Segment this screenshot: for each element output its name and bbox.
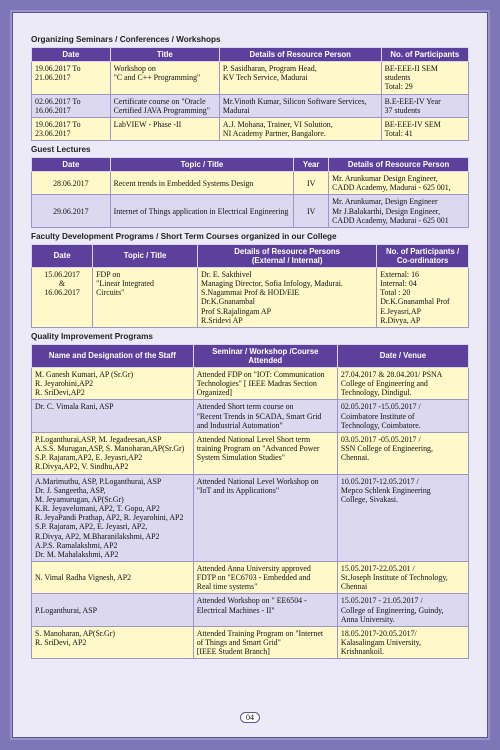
quality-venue: 18.05.2017-20.05.2017/ Kalasalingam University, Krishnankoil. bbox=[337, 626, 468, 658]
quality-staff: Dr. C. Vimala Rani, ASP bbox=[32, 400, 194, 432]
quality-seminar: Attended Anna University approved FDTP on "EC6703 - Embedded and Real time systems" bbox=[193, 561, 337, 593]
guest-topic: Internet of Things application in Electrical Engineering bbox=[110, 195, 294, 227]
fdp-section-title: Faculty Development Programs / Short Term Courses organized in our College bbox=[31, 231, 337, 241]
quality-staff: M. Ganesh Kumari, AP (Sr.Gr) R. Jeyarohini,AP2 R. SriDevi,AP2 bbox=[32, 368, 194, 400]
table-row bbox=[32, 195, 469, 227]
quality-header-venue: Date / Venue bbox=[337, 344, 468, 367]
seminar-participants: BE-EEE-II SEM students Total: 29 bbox=[381, 62, 468, 94]
guest-header-date: Date bbox=[32, 158, 111, 172]
table-row bbox=[32, 432, 469, 474]
quality-section-title: Quality Improvement Programs bbox=[31, 331, 153, 341]
quality-venue: 15.05.2017 - 21.05.2017 / College of Engineering, Guindy, Anna University. bbox=[337, 594, 468, 626]
quality-seminar: Attended National Level Workshop on "IoT and its Applications" bbox=[193, 474, 337, 561]
fdp-date: 15.06.2017 & 16.06.2017 bbox=[32, 268, 93, 328]
table-row bbox=[32, 268, 469, 328]
quality-table bbox=[31, 344, 469, 659]
quality-venue: 02.05.2017 -15.05.2017 / Coimbatore Institute of Technology, Coimbatore. bbox=[337, 400, 468, 432]
fdp-participants: External: 16 Internal: 04 Total : 20 Dr.K.Gnanambal Prof E.Jeyasri,AP R.Divya, AP bbox=[377, 268, 469, 328]
quality-seminar: Attended Workshop on " EE6504 - Electrical Machines - II" bbox=[193, 594, 337, 626]
guest-date: 28.06.2017 bbox=[32, 172, 111, 195]
seminars-header-title: Title bbox=[110, 48, 219, 62]
seminar-date: 19.06.2017 To 23.06.2017 bbox=[32, 117, 111, 140]
seminar-participants: BE-EEE-IV SEM Total: 41 bbox=[381, 117, 468, 140]
table-row bbox=[32, 172, 469, 195]
guest-resource: Mr. Arunkumar Design Engineer, CADD Academy, Madurai - 625 001, bbox=[329, 172, 469, 195]
guest-table bbox=[31, 157, 469, 228]
guest-year: IV bbox=[294, 195, 329, 227]
guest-topic: Recent trends in Embedded Systems Design bbox=[110, 172, 294, 195]
fdp-resource: Dr. E. Sakthivel Managing Director, Sofia Infology, Madurai. S.Nagammai Prof & HOD/EIE Dr.K.Gnanambal Prof S.Rajalingam AP R.Sridevi AP bbox=[198, 268, 377, 328]
fdp-header-topic: Topic / Title bbox=[93, 244, 198, 267]
seminar-date: 02.06.2017 To 16.06.2017 bbox=[32, 94, 111, 117]
table-row bbox=[32, 94, 469, 117]
guest-header-topic: Topic / Title bbox=[110, 158, 294, 172]
quality-seminar: Attended Training Program on "Internet of Things and Smart Grid" [IEEE Student Branch] bbox=[193, 626, 337, 658]
guest-year: IV bbox=[294, 172, 329, 195]
quality-staff: N. Vimal Radha Vignesh, AP2 bbox=[32, 561, 194, 593]
seminar-resource: P. Sasidharan, Program Head, KV Tech Service, Madurai bbox=[219, 62, 381, 94]
quality-seminar: Attended Short term course on "Recent Trends in SCADA, Smart Grid and Industrial Automation" bbox=[193, 400, 337, 432]
seminar-title: LabVIEW - Phase -II bbox=[110, 117, 219, 140]
seminars-header-resource: Details of Resource Person bbox=[219, 48, 381, 62]
quality-venue: 03.05.2017 -05.05.2017 / SSN College of Engineering, Chennai. bbox=[337, 432, 468, 474]
quality-venue: 15.05.2017-22.05.201 / St.Joseph Institute of Technology, Chennai bbox=[337, 561, 468, 593]
quality-header-seminar: Seminar / Workshop /Course Attended bbox=[193, 344, 337, 367]
seminar-title: Certificate course on "Oracle Certified JAVA Programming" bbox=[110, 94, 219, 117]
fdp-header-date: Date bbox=[32, 244, 93, 267]
quality-staff: S. Manoharan, AP(Sr.Gr) R. SriDevi, AP2 bbox=[32, 626, 194, 658]
fdp-header-resource: Details of Resource Persons (External / Internal) bbox=[198, 244, 377, 267]
table-row bbox=[32, 400, 469, 432]
seminar-resource: Mr.Vinoth Kumar, Silicon Software Services, Madurai bbox=[219, 94, 381, 117]
page-number-label: 04 bbox=[240, 712, 260, 723]
quality-venue: 27.04.2017 & 28.04.201/ PSNA College of Engineering and Technology, Dindigul. bbox=[337, 368, 468, 400]
table-row bbox=[32, 474, 469, 561]
table-row bbox=[32, 594, 469, 626]
newsletter-page bbox=[12, 12, 488, 738]
quality-venue: 10.05.2017-12.05.2017 / Mepco Schlenk Engineering College, Sivakasi. bbox=[337, 474, 468, 561]
quality-seminar: Attended National Level Short term training Program on "Advanced Power System Simulation Studies" bbox=[193, 432, 337, 474]
seminars-header-date: Date bbox=[32, 48, 111, 62]
fdp-table bbox=[31, 244, 469, 328]
table-row bbox=[32, 626, 469, 658]
quality-staff: P.Loganthurai, ASP bbox=[32, 594, 194, 626]
seminars-section-title: Organizing Seminars / Conferences / Workshops bbox=[31, 35, 221, 44]
seminars-table bbox=[31, 47, 469, 141]
table-row bbox=[32, 62, 469, 94]
seminar-title: Workshop on "C and C++ Programming" bbox=[110, 62, 219, 94]
seminar-date: 19.06.2017 To 21.06.2017 bbox=[32, 62, 111, 94]
guest-header-resource: Details of Resource Person bbox=[329, 158, 469, 172]
guest-date: 29.06.2017 bbox=[32, 195, 111, 227]
fdp-topic: FDP on "Linear Integrated Circuits" bbox=[93, 268, 198, 328]
quality-header-staff: Name and Designation of the Staff bbox=[32, 344, 194, 367]
quality-seminar: Attended FDP on "IOT: Communication Technologies" [ IEEE Madras Section Organized] bbox=[193, 368, 337, 400]
table-row bbox=[32, 561, 469, 593]
page-number bbox=[13, 712, 487, 723]
quality-staff: A.Marimuthu, ASP, P.Loganthurai, ASP Dr. J. Sangeetha, ASP, M. Jeyamurugan, AP(Sr.Gr) K.R. Jeyavelumani, AP2, T. Gopu, AP2 R. JeyaPandi Prathap, AP2, R. Jeyarohini, AP2 S.P. Rajaram, AP2, E. Jeyasri, AP2, R.Divya, AP2, M.Bharanilakshmi, AP2 A.P.S. Ramalakshmi, AP2 Dr. M. Mahalakshmi, AP2 bbox=[32, 474, 194, 561]
seminar-resource: A.J. Mohana, Trainer, VI Solution, NI Academy Partner, Bangalore. bbox=[219, 117, 381, 140]
seminar-participants: B.E-EEE-IV Year 37 students bbox=[381, 94, 468, 117]
table-row bbox=[32, 117, 469, 140]
fdp-header-participants: No. of Participants / Co-ordinators bbox=[377, 244, 469, 267]
seminars-header-participants: No. of Participants bbox=[381, 48, 468, 62]
quality-staff: P.Loganthurai,ASP, M. Jegadeesan,ASP A.S.S. Murugan,ASP, S. Manoharan,AP(Sr.Gr) S.P. Rajaram,AP2, E. Jeyasri,AP2 R.Divya,AP2, V. Sindhu,AP2 bbox=[32, 432, 194, 474]
guest-header-year: Year bbox=[294, 158, 329, 172]
guest-section-title: Guest Lectures bbox=[31, 145, 91, 155]
table-row bbox=[32, 368, 469, 400]
guest-resource: Mr. Arunkumar, Design Engineer Mr J.Balakarthi, Design Engineer, CADD Academy, Madurai - 625 001 bbox=[329, 195, 469, 227]
